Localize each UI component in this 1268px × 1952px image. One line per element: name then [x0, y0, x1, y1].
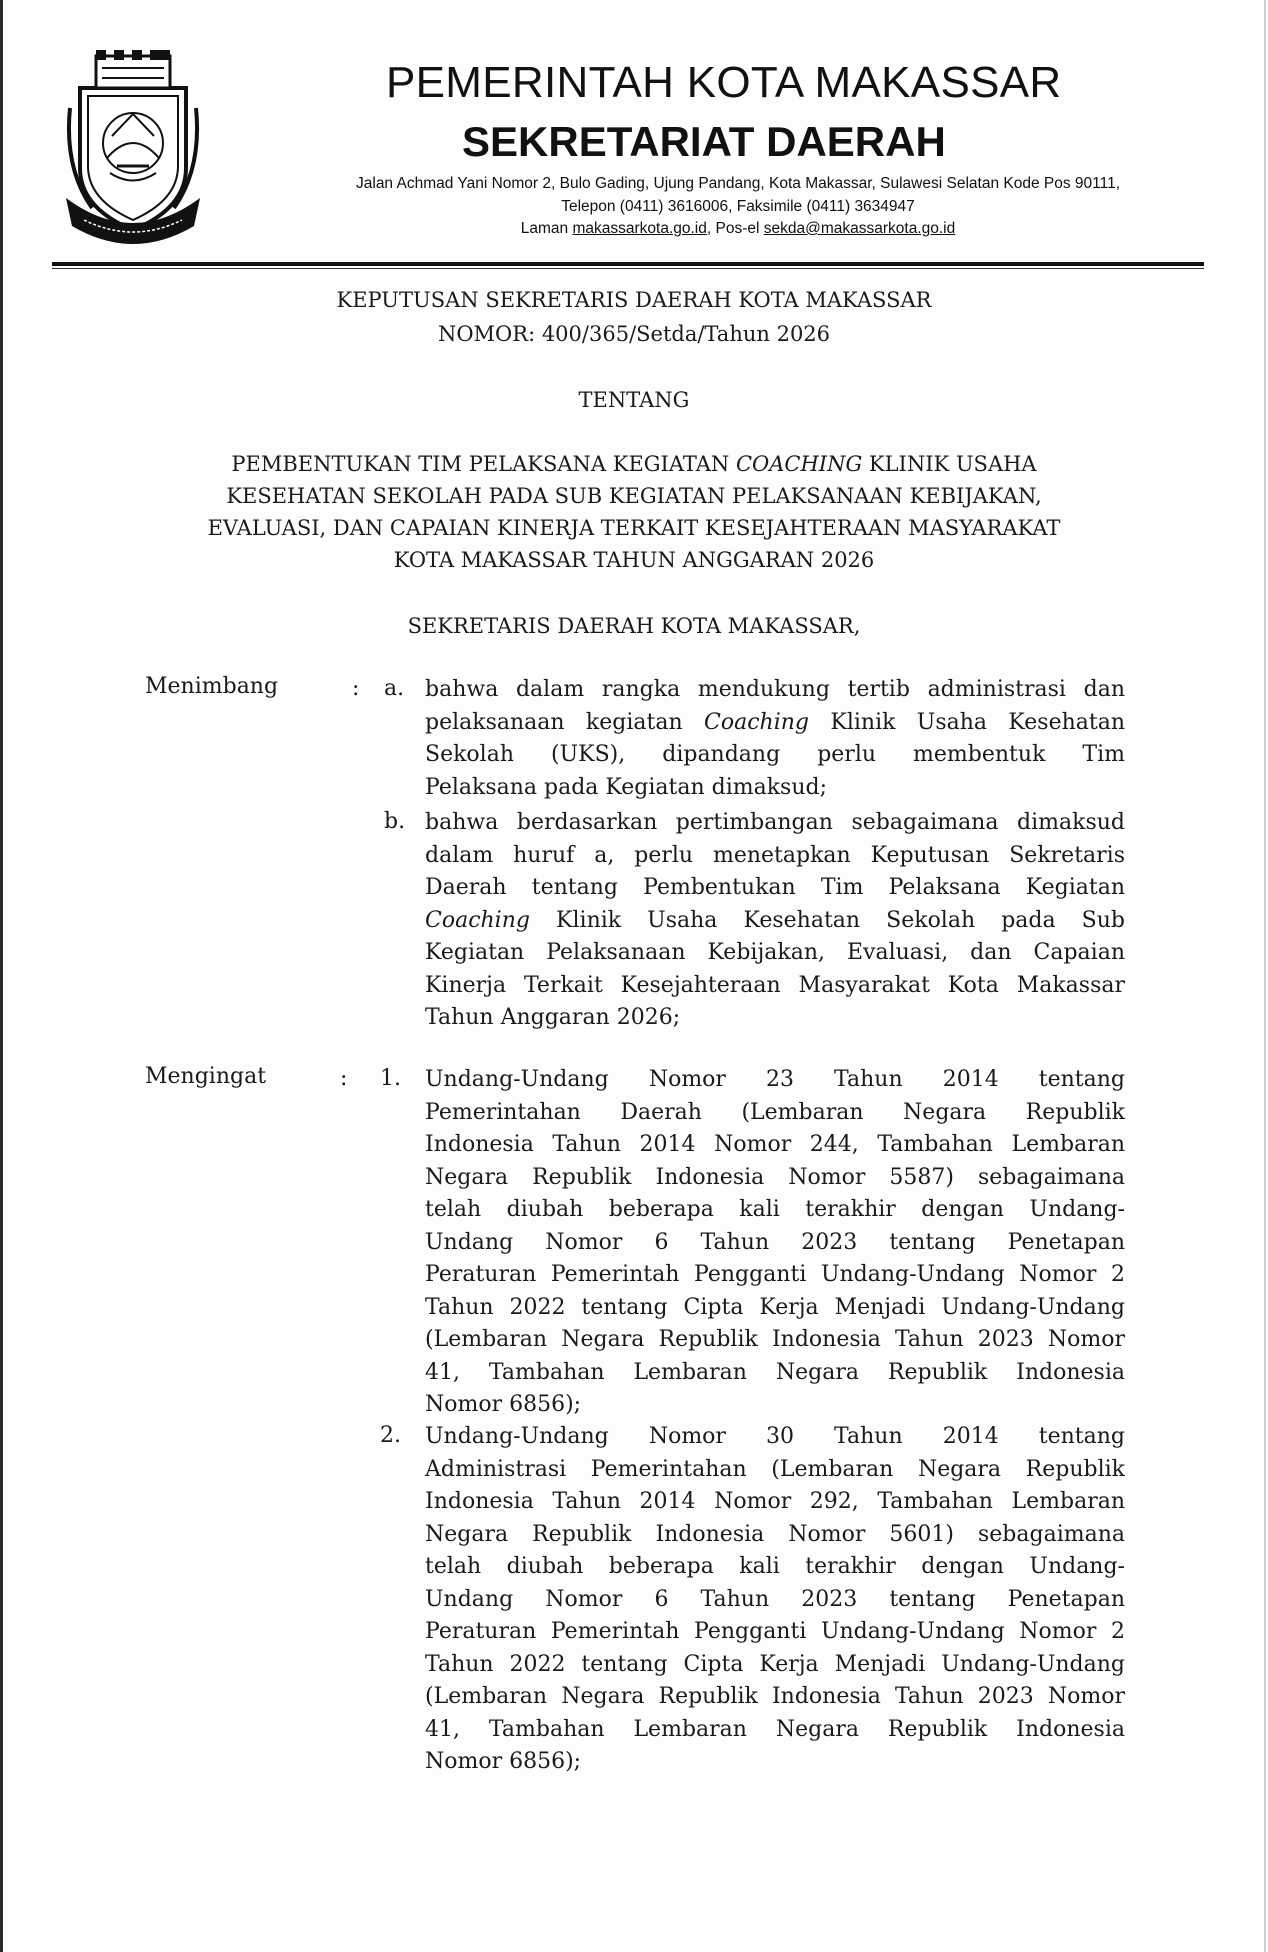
phone-line: Telepon (0411) 3616006, Faksimile (0411) 3634947: [561, 198, 915, 215]
item-marker: a.: [384, 676, 405, 701]
text-line: Negara Republik Indonesia Nomor 5587) sebagaimana: [425, 1164, 1125, 1190]
menimbang-item-a: [425, 674, 1125, 804]
text-line: Daerah tentang Pembentukan Tim Pelaksana Kegiatan: [425, 875, 1125, 900]
text-line: Undang-Undang Nomor 23 Tahun 2014 tentang: [425, 1067, 1125, 1092]
text-line: pelaksanaan kegiatan Coaching Klinik Usaha Kesehatan: [425, 709, 1126, 735]
decree-subject-line: KESEHATAN SEKOLAH PADA SUB KEGIATAN PELAKSANAAN KEBIJAKAN,: [226, 484, 1042, 508]
text-line: Kinerja Terkait Kesejahteraan Masyarakat Kota Makassar: [425, 972, 1125, 998]
text-line: Negara Republik Indonesia Nomor 5601) sebagaimana: [425, 1521, 1125, 1547]
text-line: Indonesia Tahun 2014 Nomor 244, Tambahan Lembaran: [425, 1132, 1125, 1157]
text-line: Peraturan Pemerintah Pengganti Undang-Undang Nomor 2: [425, 1619, 1125, 1644]
text-line: bahwa dalam rangka mendukung tertib administrasi dan: [425, 677, 1125, 702]
decree-number: NOMOR: 400/365/Setda/Tahun 2026: [437, 322, 831, 346]
text-line: Nomor 6856);: [425, 1749, 582, 1774]
decree-title: KEPUTUSAN SEKRETARIS DAERAH KOTA MAKASSAR: [336, 288, 932, 312]
menimbang-item-b: [425, 807, 1125, 1035]
letterhead-divider-thin: [52, 268, 1204, 269]
text-line: dalam huruf a, perlu menetapkan Keputusan Sekretaris: [425, 842, 1125, 868]
text-line: Administrasi Pemerintahan (Lembaran Negara Republik: [425, 1456, 1125, 1482]
org-unit: SEKRETARIAT DAERAH: [462, 118, 946, 165]
org-name: PEMERINTAH KOTA MAKASSAR: [386, 58, 1062, 107]
letterhead-divider: [52, 262, 1204, 266]
signatory-title: SEKRETARIS DAERAH KOTA MAKASSAR,: [407, 614, 861, 638]
text-line: Pelaksana pada Kegiatan dimaksud;: [425, 774, 827, 800]
subject-text: KLINIK USAHA: [862, 452, 1037, 476]
web-email-line: [238, 220, 1238, 238]
letterhead: [0, 0, 1268, 270]
item-marker: b.: [384, 809, 406, 834]
text-line: Coaching Klinik Usaha Kesehatan Sekolah pada Sub: [425, 907, 1125, 933]
text-line: Tahun 2022 tentang Cipta Kerja Menjadi Undang-Undang: [425, 1294, 1125, 1320]
item-marker: 1.: [380, 1066, 401, 1091]
text-line: bahwa berdasarkan pertimbangan sebagaimana dimaksud: [425, 810, 1125, 835]
section-colon: :: [340, 1066, 348, 1091]
decree-subject-line: EVALUASI, DAN CAPAIAN KINERJA TERKAIT KESEJAHTERAAN MASYARAKAT: [207, 516, 1061, 540]
decree-subject-line: KOTA MAKASSAR TAHUN ANGGARAN 2026: [393, 548, 875, 572]
city-emblem-icon: [62, 48, 204, 248]
website-link[interactable]: makassarkota.go.id: [572, 220, 707, 237]
email-label: , Pos-el: [706, 220, 764, 237]
text-line: telah diubah beberapa kali terakhir dengan Undang-: [425, 1197, 1125, 1222]
text-line: (Lembaran Negara Republik Indonesia Tahun 2023 Nomor: [425, 1327, 1125, 1352]
subject-text: PEMBENTUKAN TIM PELAKSANA KEGIATAN: [231, 452, 736, 476]
text-line: telah diubah beberapa kali terakhir dengan Undang-: [425, 1554, 1125, 1579]
mengingat-item-2: [425, 1421, 1125, 1779]
item-marker: 2.: [380, 1423, 401, 1448]
text-line: Pemerintahan Daerah (Lembaran Negara Republik: [425, 1099, 1125, 1125]
text-line: Tahun Anggaran 2026;: [425, 1005, 681, 1030]
text-line: Kegiatan Pelaksanaan Kebijakan, Evaluasi, dan Capaian: [425, 940, 1125, 965]
text-line: Undang-Undang Nomor 30 Tahun 2014 tentang: [425, 1424, 1125, 1449]
section-label-mengingat: Mengingat: [145, 1064, 267, 1089]
text-line: Nomor 6856);: [425, 1392, 582, 1417]
decree-about: TENTANG: [578, 388, 690, 412]
text-line: (Lembaran Negara Republik Indonesia Tahun 2023 Nomor: [425, 1684, 1125, 1709]
text-line: Tahun 2022 tentang Cipta Kerja Menjadi Undang-Undang: [425, 1651, 1125, 1677]
text-line: Sekolah (UKS), dipandang perlu membentuk Tim: [425, 742, 1125, 767]
text-line: Indonesia Tahun 2014 Nomor 292, Tambahan Lembaran: [425, 1489, 1125, 1514]
decree-subject-line: [0, 452, 1268, 476]
section-label-menimbang: Menimbang: [145, 674, 279, 699]
email-link[interactable]: sekda@makassarkota.go.id: [763, 220, 956, 237]
text-line: Undang Nomor 6 Tahun 2023 tentang Penetapan: [425, 1586, 1125, 1612]
address-line: Jalan Achmad Yani Nomor 2, Bulo Gading, Ujung Pandang, Kota Makassar, Sulawesi Selatan Kode Pos 90111,: [356, 175, 1120, 192]
section-colon: :: [352, 676, 360, 701]
mengingat-item-1: [425, 1064, 1125, 1422]
subject-italic: COACHING: [735, 452, 863, 476]
text-line: Peraturan Pemerintah Pengganti Undang-Undang Nomor 2: [425, 1262, 1125, 1287]
web-label: Laman: [520, 220, 573, 237]
text-line: Undang Nomor 6 Tahun 2023 tentang Penetapan: [425, 1229, 1125, 1255]
text-line: 41, Tambahan Lembaran Negara Republik Indonesia: [425, 1716, 1125, 1742]
text-line: 41, Tambahan Lembaran Negara Republik Indonesia: [425, 1359, 1125, 1385]
